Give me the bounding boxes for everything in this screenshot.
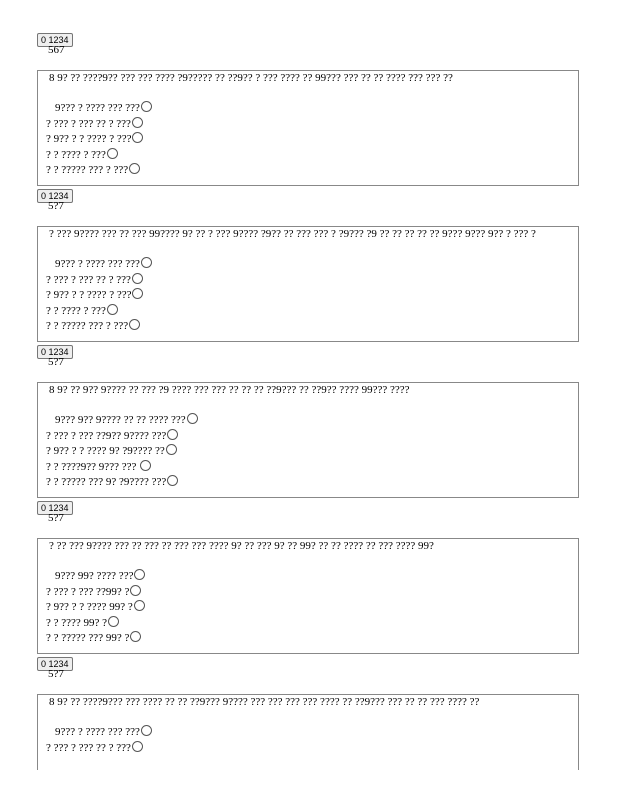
answer-option[interactable] [46,132,152,148]
answer-option-label: ? ? ????? ??? 9? ?9???? ??? [46,476,167,488]
answer-option-label: ? ??? ? ??? ?? ? ??? [46,741,131,754]
answer-options [46,257,152,335]
answer-option[interactable] [46,304,152,320]
answer-option-label: ? ??? ? ??? ??9?? 9???? ??? [46,429,167,442]
answer-option[interactable] [46,273,152,289]
radio-button[interactable] [132,741,143,752]
answer-option-label: ? ? ????9?? 9??? ??? [46,460,140,473]
answer-option[interactable] [46,163,152,179]
answer-option-label: ? ??? ? ??? ??99? ? [46,585,130,598]
question-text: 8 9? ?? 9?? 9???? ?? ??? ?9 ???? ??? ??? ?? ?? ?? ??9??? ?? ??9?? ???? 99??? ???? [49,384,410,396]
answer-option[interactable] [46,569,145,585]
answer-option-label: ? ? ????? ??? ? ??? [46,164,129,176]
answer-option-label: ? 9?? ? ? ???? ? ??? [46,133,132,145]
answer-options [46,413,198,491]
question-number: 5?7 [48,200,64,212]
answer-option-label: ? ??? ? ??? ?? ? ??? [46,117,131,130]
answer-option-label: 9??? 9?? 9???? ?? ?? ???? ??? [55,414,186,426]
question-box [37,70,579,186]
answer-option[interactable] [46,148,152,164]
radio-button[interactable] [130,585,141,596]
radio-button[interactable] [141,101,152,112]
question-text: 8 9? ?? ????9??? ??? ???? ?? ?? ??9??? 9???? ??? ??? ??? ??? ???? ?? ??9??? ??? ?? ?? ??? ???? ?? [49,696,480,708]
answer-option-label: ? ? ???? ? ??? [46,304,106,317]
answer-option[interactable] [46,725,152,741]
answer-option-label: ? 9?? ? ? ???? 9? ?9???? ?? [46,445,165,457]
radio-button[interactable] [107,148,118,159]
answer-option-label: ? ? ???? ? ??? [46,148,106,161]
answer-option-label: ? ? ????? ??? ? ??? [46,320,129,332]
radio-button[interactable] [130,631,141,642]
radio-button[interactable] [134,600,145,611]
question-header [37,342,73,368]
answer-option-label: ? ? ???? 99? ? [46,616,108,629]
answer-option[interactable] [46,616,145,632]
radio-button[interactable] [132,288,143,299]
radio-button[interactable] [141,725,152,736]
radio-button[interactable] [187,413,198,424]
question-box [37,382,579,498]
answer-option[interactable] [46,475,198,491]
answer-option-label: 9??? ? ???? ??? ??? [55,258,140,270]
answer-option[interactable] [46,101,152,117]
answer-option[interactable] [46,585,145,601]
question-number: 5?7 [48,512,64,524]
radio-button[interactable] [167,429,178,440]
answer-option-label: ? 9?? ? ? ???? ? ??? [46,289,132,301]
radio-button[interactable] [132,117,143,128]
answer-option-label: 9??? ? ???? ??? ??? [55,726,140,738]
question-text: 8 9? ?? ????9?? ??? ??? ???? ?9????? ?? ??9?? ? ??? ???? ?? 99??? ??? ?? ?? ???? ??? ??? ?? [49,72,453,84]
answer-option[interactable] [46,413,198,429]
question-box [37,694,579,770]
question-box [37,226,579,342]
radio-button[interactable] [166,444,177,455]
answer-option[interactable] [46,741,152,757]
question-text: ? ?? ??? 9???? ??? ?? ??? ?? ??? ??? ???? 9? ?? ??? 9? ?? 99? ?? ?? ???? ?? ??? ???? 99? [49,540,434,552]
answer-option-label: 9??? 99? ???? ??? [55,570,134,582]
answer-option-label: ? ??? ? ??? ?? ? ??? [46,273,131,286]
answer-option[interactable] [46,257,152,273]
question-tag-button[interactable]: 0 1234 [37,189,73,203]
answer-option[interactable] [46,444,198,460]
question-header [37,30,73,56]
question-header [37,498,73,524]
answer-option[interactable] [46,600,145,616]
answer-options [46,725,152,756]
question-header [37,186,73,212]
radio-button[interactable] [140,460,151,471]
radio-button[interactable] [167,475,178,486]
answer-option[interactable] [46,460,198,476]
question-number: 567 [48,44,65,56]
answer-option-label: ? 9?? ? ? ???? 99? ? [46,601,133,613]
radio-button[interactable] [132,132,143,143]
answer-option[interactable] [46,319,152,335]
radio-button[interactable] [108,616,119,627]
answer-options [46,569,145,647]
question-number: 5?7 [48,356,64,368]
radio-button[interactable] [141,257,152,268]
question-box [37,538,579,654]
question-tag-button[interactable]: 0 1234 [37,657,73,671]
radio-button[interactable] [134,569,145,580]
answer-options [46,101,152,179]
answer-option-label: ? ? ????? ??? 99? ? [46,632,130,644]
radio-button[interactable] [129,163,140,174]
question-text: ? ??? 9???? ??? ?? ??? 99???? 9? ?? ? ??? 9???? ?9?? ?? ??? ??? ? ?9??? ?9 ?? ?? ?? ?? ?? 9??? 9??? 9?? ? ??? ? [49,228,536,240]
answer-option[interactable] [46,288,152,304]
radio-button[interactable] [129,319,140,330]
question-header [37,654,73,680]
question-tag-button[interactable]: 0 1234 [37,33,73,47]
answer-option[interactable] [46,429,198,445]
answer-option[interactable] [46,631,145,647]
answer-option[interactable] [46,117,152,133]
radio-button[interactable] [107,304,118,315]
question-number: 5?7 [48,668,64,680]
question-tag-button[interactable]: 0 1234 [37,345,73,359]
question-tag-button[interactable]: 0 1234 [37,501,73,515]
answer-option-label: 9??? ? ???? ??? ??? [55,102,140,114]
radio-button[interactable] [132,273,143,284]
